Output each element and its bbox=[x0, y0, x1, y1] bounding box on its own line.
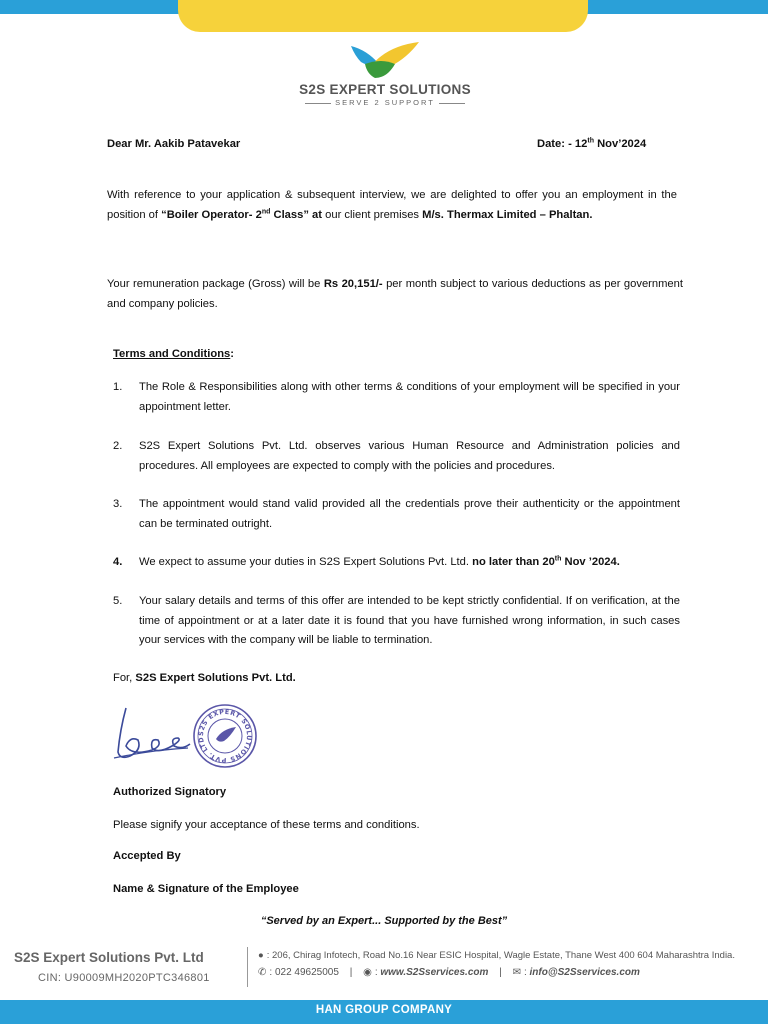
location-pin-icon: ● bbox=[258, 950, 264, 961]
term-number: 2. bbox=[113, 440, 123, 452]
employee-signature-label: Name & Signature of the Employee bbox=[113, 883, 299, 895]
remuneration-paragraph: Your remuneration package (Gross) will be Rs 20,151/- per month subject to various deductions as per government and company policies. bbox=[107, 278, 683, 310]
globe-icon: ◉ bbox=[363, 967, 372, 978]
offer-paragraph: With reference to your application & subsequent interview, we are delighted to offer you an employment in the position of “Boiler Operator- 2nd Class” at our client premises M/s. Thermax Limited – Phaltan. bbox=[107, 189, 677, 221]
footer-divider bbox=[247, 947, 248, 987]
stamp-text: S2S EXPERT SOLUTIONS PVT. LTD bbox=[196, 707, 254, 765]
signature-and-stamp bbox=[112, 700, 260, 772]
footer-website[interactable]: www.S2Sservices.com bbox=[380, 967, 489, 978]
for-company-line: For, S2S Expert Solutions Pvt. Ltd. bbox=[113, 672, 296, 684]
term-text: We expect to assume your duties in S2S Expert Solutions Pvt. Ltd. no later than 20th Nov ’2024. bbox=[139, 555, 620, 568]
accepted-by-label: Accepted By bbox=[113, 850, 181, 862]
term-text: The appointment would stand valid provided all the credentials prove their authenticity or the appointment can be terminated outright. bbox=[139, 498, 680, 530]
footer-contact-line: ✆ : 022 49625005 | ◉ : www.S2Sservices.com | ✉ : info@S2Sservices.com bbox=[258, 967, 640, 978]
mail-icon: ✉ bbox=[512, 967, 521, 978]
term-text: The Role & Responsibilities along with other terms & conditions of your employment will be specified in your appointment letter. bbox=[139, 381, 680, 413]
term-number: 5. bbox=[113, 595, 123, 607]
term-text: Your salary details and terms of this offer are intended to be kept strictly confidential. If on verification, at the time of appointment or at a later date it is found that you have furnished wrong information, in such cases your services with the company will be liable to termination. bbox=[139, 595, 680, 646]
footer-phone: : 022 49625005 bbox=[269, 967, 339, 978]
top-yellow-tab bbox=[178, 0, 588, 32]
company-logo bbox=[290, 40, 480, 110]
letter-date: Date: - 12th Nov’2024 bbox=[537, 137, 647, 150]
salutation: Dear Mr. Aakib Patavekar bbox=[107, 138, 241, 150]
footer-email[interactable]: info@S2Sservices.com bbox=[529, 967, 640, 978]
terms-title: Terms and Conditions: bbox=[113, 348, 235, 360]
term-number: 1. bbox=[113, 381, 123, 393]
logo-tagline: SERVE 2 SUPPORT bbox=[290, 98, 480, 107]
term-number: 4. bbox=[113, 556, 123, 568]
term-text: S2S Expert Solutions Pvt. Ltd. observes various Human Resource and Administration policies and procedures. All employees are expected to comply with the policies and procedures. bbox=[139, 440, 680, 472]
footer-company-name: S2S Expert Solutions Pvt. Ltd bbox=[14, 950, 204, 965]
footer-address: ● : 206, Chirag Infotech, Road No.16 Near ESIC Hospital, Wagle Estate, Thane West 400 604 Maharashtra India. bbox=[258, 950, 735, 961]
acceptance-request: Please signify your acceptance of these terms and conditions. bbox=[113, 819, 420, 831]
logo-name: S2S EXPERT SOLUTIONS bbox=[299, 82, 471, 97]
company-stamp-icon bbox=[192, 703, 258, 769]
bird-logo-icon bbox=[347, 40, 423, 80]
term-number: 3. bbox=[113, 498, 123, 510]
company-motto: “Served by an Expert... Supported by the Best” bbox=[260, 915, 508, 927]
authorized-signatory: Authorized Signatory bbox=[113, 786, 227, 798]
group-company-label: HAN GROUP COMPANY bbox=[315, 1004, 453, 1016]
footer-cin: CIN: U90009MH2020PTC346801 bbox=[38, 972, 210, 984]
phone-icon: ✆ bbox=[258, 967, 267, 978]
